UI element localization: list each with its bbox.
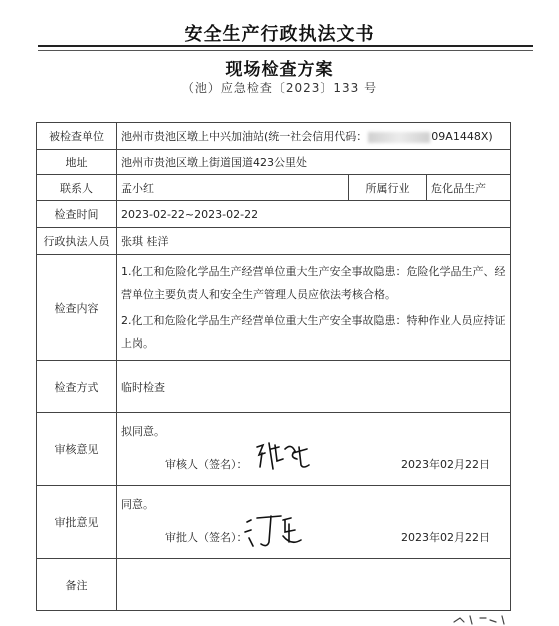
review-date: 2023年02月22日 — [401, 458, 491, 471]
industry-value: 危化品生产 — [427, 175, 511, 201]
document-number: （池）应急检查〔2023〕133 号 — [181, 81, 378, 95]
inspection-form-table — [36, 122, 511, 611]
contact-label: 联系人 — [37, 175, 117, 201]
page-corner-handwriting-image — [452, 612, 512, 626]
method-label: 检查方式 — [37, 361, 117, 413]
form-row-content — [37, 255, 511, 361]
form-row-review — [37, 413, 511, 486]
address-label: 地址 — [37, 150, 117, 175]
reviewer-label: 审核人（签名）： — [165, 458, 248, 471]
review-label: 审核意见 — [37, 413, 117, 486]
unit-value-suffix: 09A1448X) — [431, 130, 493, 143]
approver-signature-image — [241, 512, 305, 550]
unit-value-prefix: 池州市贵池区墩上中兴加油站(统一社会信用代码： — [121, 130, 368, 143]
officers-label: 行政执法人员 — [37, 228, 117, 255]
title-rule-thin — [38, 50, 533, 51]
contact-value: 孟小红 — [117, 175, 349, 201]
content-item: 1.化工和危险化学品生产经营单位重大生产安全事故隐患：危险化学品生产、经营单位主要负责人和安全生产管理人员应依法考核合格。 — [121, 265, 506, 301]
approver-label: 审批人（签名）： — [165, 531, 248, 544]
content-label: 检查内容 — [37, 255, 117, 361]
form-row-address — [37, 150, 511, 175]
document-title: 安全生产行政执法文书 — [184, 24, 375, 45]
form-row-remarks — [37, 559, 511, 611]
approval-label: 审批意见 — [37, 486, 117, 559]
form-row-unit — [37, 123, 511, 150]
form-row-contact — [37, 175, 511, 201]
time-label: 检查时间 — [37, 201, 117, 228]
review-block — [121, 413, 506, 485]
content-item: 2.化工和危险化学品生产经营单位重大生产安全事故隐患：特种作业人员应持证上岗。 — [121, 314, 506, 350]
plan-title: 现场检查方案 — [225, 60, 334, 80]
form-row-officers — [37, 228, 511, 255]
approval-text: 同意。 — [121, 498, 154, 511]
unit-value — [117, 123, 511, 150]
form-row-approval — [37, 486, 511, 559]
reviewer-signature-image — [253, 439, 313, 475]
form-row-time — [37, 201, 511, 228]
title-rule-thick — [38, 45, 533, 47]
content-value — [117, 255, 511, 361]
form-row-method — [37, 361, 511, 413]
unit-label: 被检查单位 — [37, 123, 117, 150]
redaction-blur — [368, 132, 430, 143]
industry-label: 所属行业 — [349, 175, 427, 201]
remarks-value — [117, 559, 511, 611]
time-value: 2023-02-22~2023-02-22 — [117, 201, 511, 228]
approval-date: 2023年02月22日 — [401, 531, 491, 544]
review-text: 拟同意。 — [121, 425, 165, 438]
approval-block — [121, 486, 506, 558]
method-value: 临时检查 — [117, 361, 511, 413]
officers-value: 张琪 桂洋 — [117, 228, 511, 255]
address-value: 池州市贵池区墩上街道国道423公里处 — [117, 150, 511, 175]
remarks-label: 备注 — [37, 559, 117, 611]
